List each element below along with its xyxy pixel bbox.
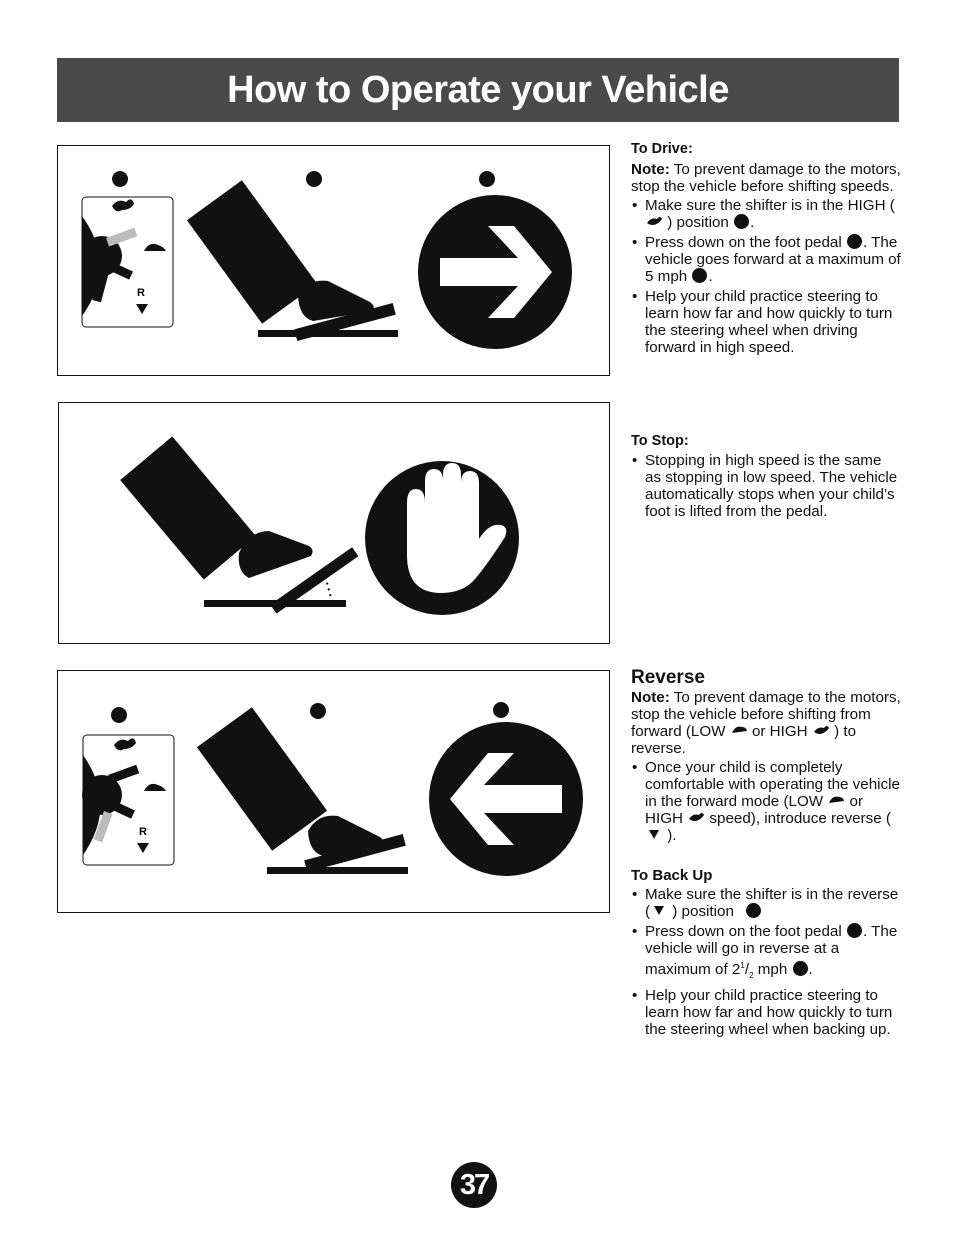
reverse-heading: Reverse bbox=[631, 667, 705, 688]
list-item: • Stopping in high speed is the same as stopping in low speed. The vehicle automatically stops when your child’s foot is lifted from the pedal. bbox=[631, 452, 901, 520]
callout-dot-icon bbox=[734, 214, 749, 229]
callout-dot-icon bbox=[310, 703, 326, 719]
backup-heading: To Back Up bbox=[631, 867, 713, 884]
list-item: • Make sure the shifter is in the HIGH ( ) position . bbox=[631, 197, 901, 231]
turtle-icon bbox=[827, 794, 845, 806]
drive-illustration bbox=[58, 146, 611, 377]
callout-dot-icon bbox=[793, 961, 808, 976]
list-item: • Help your child practice steering to learn how far and how quickly to turn the steering wheel when driving forward in high speed. bbox=[631, 288, 901, 356]
drive-illustration-panel bbox=[57, 145, 610, 376]
reverse-instructions bbox=[631, 667, 901, 847]
backup-bullet-list bbox=[631, 886, 901, 1038]
callout-dot-icon bbox=[692, 268, 707, 283]
callout-dot-icon bbox=[306, 171, 322, 187]
callout-dot-icon bbox=[847, 234, 862, 249]
drive-instructions bbox=[631, 141, 901, 359]
reverse-shield-icon bbox=[645, 828, 663, 840]
stop-illustration bbox=[59, 403, 611, 645]
reverse-bullet-list bbox=[631, 759, 901, 844]
turtle-icon bbox=[730, 724, 748, 736]
drive-bullet-list bbox=[631, 197, 901, 356]
callout-dot-icon bbox=[112, 171, 128, 187]
page-title: How to Operate your Vehicle bbox=[57, 58, 899, 122]
callout-dot-icon bbox=[479, 171, 495, 187]
stop-heading: To Stop: bbox=[631, 433, 689, 449]
stop-illustration-panel bbox=[58, 402, 610, 644]
stop-hand-icon bbox=[365, 461, 519, 615]
shifter-high-icon bbox=[82, 197, 173, 327]
reverse-shield-icon bbox=[650, 904, 668, 916]
reverse-note: Note: To prevent damage to the motors, stop the vehicle before shifting from forward (LOW or HIGH ) to reverse. bbox=[631, 689, 901, 757]
callout-dot-icon bbox=[493, 702, 509, 718]
list-item: • Help your child practice steering to learn how far and how quickly to turn the steering wheel when backing up. bbox=[631, 987, 901, 1038]
callout-dot-icon bbox=[746, 903, 761, 918]
rabbit-icon bbox=[645, 215, 663, 227]
backup-instructions bbox=[631, 867, 901, 1041]
list-item: • Press down on the foot pedal . The vehicle will go in reverse at a maximum of $2^1/_2$ mph . bbox=[631, 923, 901, 984]
callout-dot-icon bbox=[111, 707, 127, 723]
reverse-arrow-icon bbox=[429, 722, 583, 876]
reverse-illustration bbox=[58, 671, 611, 914]
reverse-illustration-panel bbox=[57, 670, 610, 913]
stop-bullet-list bbox=[631, 452, 901, 520]
page-number: 37 bbox=[451, 1162, 497, 1208]
drive-note: Note: To prevent damage to the motors, stop the vehicle before shifting speeds. bbox=[631, 161, 901, 195]
rabbit-icon bbox=[812, 724, 830, 736]
list-item: • Press down on the foot pedal . The vehicle goes forward at a maximum of 5 mph . bbox=[631, 234, 901, 285]
list-item: • Make sure the shifter is in the reverse ( ) position bbox=[631, 886, 901, 920]
forward-arrow-icon bbox=[418, 195, 572, 349]
foot-lifted-icon bbox=[120, 436, 358, 613]
list-item: • Once your child is completely comfortable with operating the vehicle in the forward mode (LOW or HIGH speed), introduce reverse ( ). bbox=[631, 759, 901, 844]
stop-instructions bbox=[631, 433, 901, 523]
reverse-label: R bbox=[139, 826, 147, 838]
foot-pedal-icon bbox=[197, 707, 408, 874]
reverse-label: R bbox=[137, 287, 145, 299]
drive-heading: To Drive: bbox=[631, 141, 693, 157]
foot-pedal-icon bbox=[187, 180, 398, 341]
callout-dot-icon bbox=[847, 923, 862, 938]
rabbit-icon bbox=[687, 811, 705, 823]
shifter-reverse-icon bbox=[82, 735, 174, 865]
